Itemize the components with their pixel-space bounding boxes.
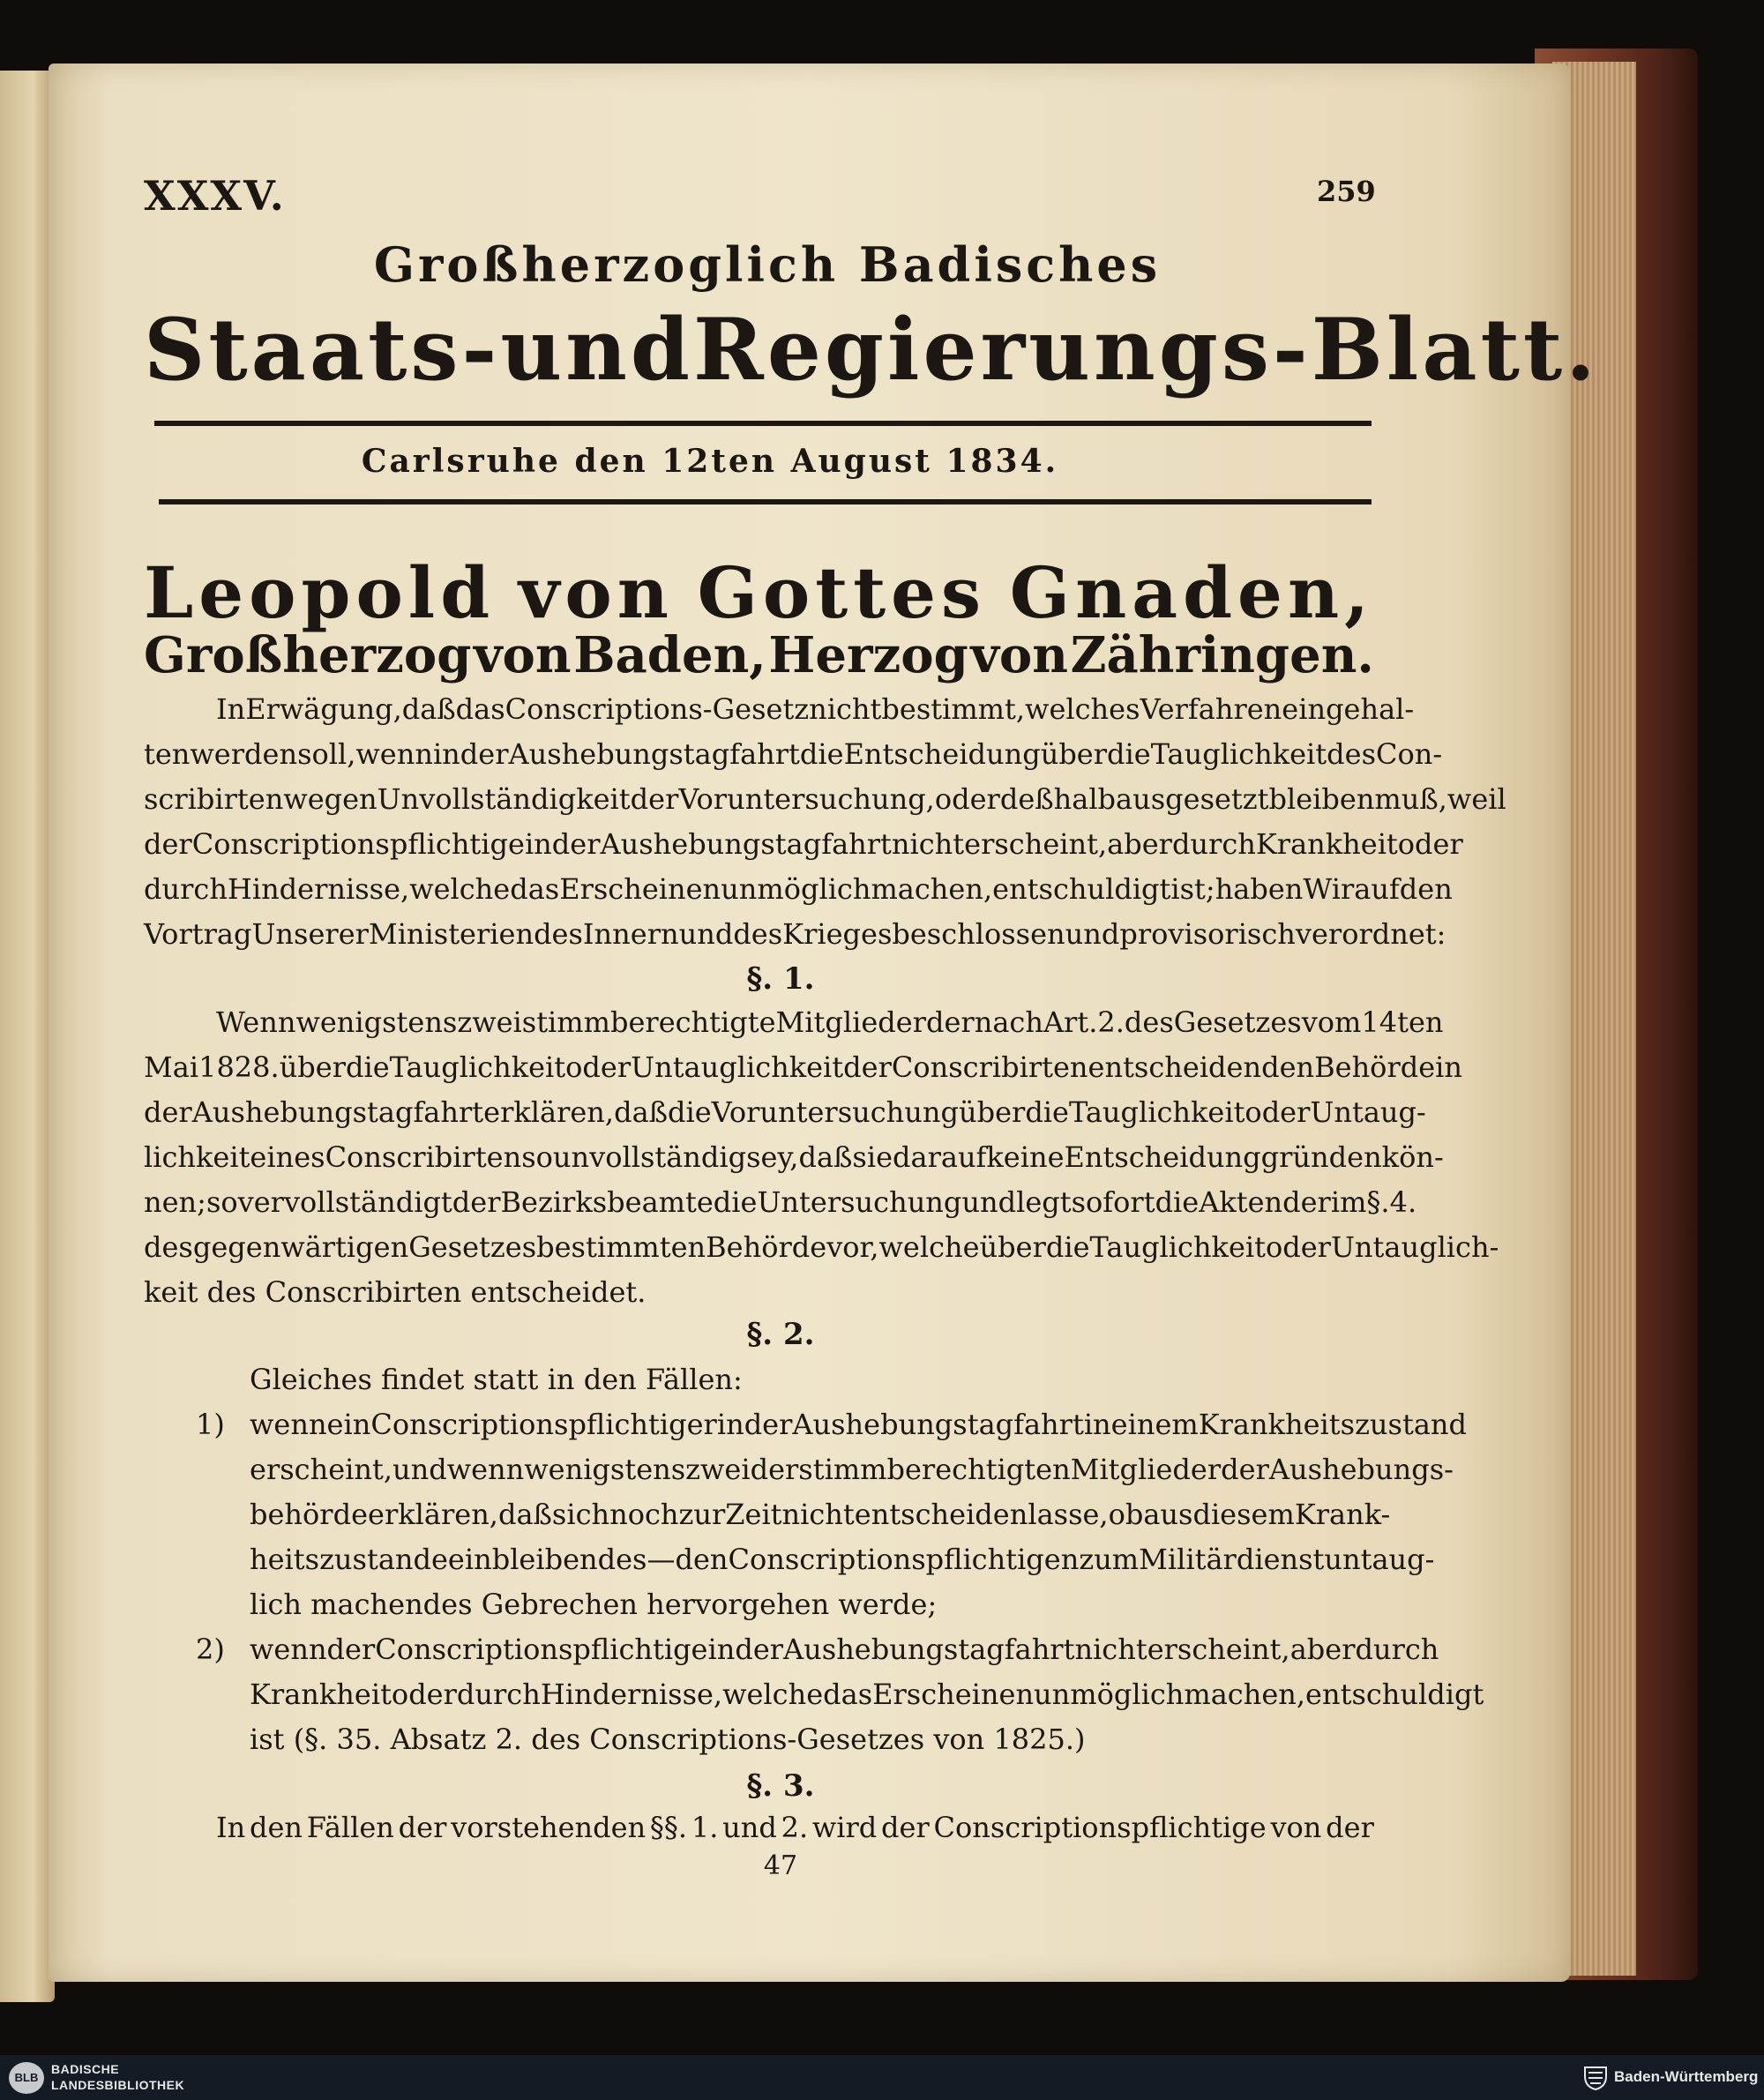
preamble-line: ten werden soll, wenn in der Aushebungstagfahrt die Entscheidung über die Tauglichkeit des Con- xyxy=(144,737,1443,771)
signature-mark: 47 xyxy=(763,1850,798,1881)
masthead-rule-bottom xyxy=(159,499,1372,504)
preamble-line: durch Hindernisse, welche das Erscheinen unmöglich machen, entschuldigt ist; haben Wir auf den xyxy=(144,872,1453,906)
item-1-line: heitszustande ein bleibendes — den Conscriptionspflichtigen zum Militärdienst untaug- xyxy=(250,1543,1435,1576)
issue-number: XXXV. xyxy=(144,172,286,220)
section-2-intro: Gleiches findet statt in den Fällen: xyxy=(250,1363,743,1396)
item-1-last-line: lich machendes Gebrechen hervorgehen werde; xyxy=(250,1588,938,1621)
masthead-rule-top xyxy=(154,421,1372,426)
blb-logo[interactable]: BLB xyxy=(9,2062,44,2094)
item-2-last-line: ist (§. 35. Absatz 2. des Conscriptions-Gesetzes von 1825.) xyxy=(250,1723,1086,1756)
item-1-line: erscheint, und wenn wenigstens zwei der stimmberechtigten Mitglieder der Aushebungs- xyxy=(250,1453,1454,1486)
footer-bar xyxy=(0,2055,1764,2100)
masthead-line1: Großherzoglich Badisches xyxy=(373,236,1162,293)
item-1-line: wenn ein Conscriptionspflichtiger in der Aushebungstagfahrt in einem Krankheitszustand xyxy=(250,1408,1467,1441)
library-name-line1: BADISCHE xyxy=(51,2062,120,2076)
left-page-edge xyxy=(0,71,55,2002)
decree-heading-line1: Leopold von Gottes Gnaden, xyxy=(144,551,1374,634)
section-1-title: §. 1. xyxy=(746,961,815,997)
section-1-line: der Aushebungstagfahrt erklären, daß die Voruntersuchung über die Tauglichkeit oder Untaug- xyxy=(144,1095,1426,1129)
preamble-line: Vortrag Unserer Ministerien des Innern und des Krieges beschlossen und provisorisch verordnet: xyxy=(144,917,1446,951)
item-2-line: Krankheit oder durch Hindernisse, welche das Erscheinen unmöglich machen, entschuldigt xyxy=(250,1678,1484,1711)
library-name-line2: LANDESBIBLIOTHEK xyxy=(51,2078,185,2092)
section-1-line: Mai 1828. über die Tauglichkeit oder Untauglichkeit der Conscribirten entscheidenden Behörde in xyxy=(144,1050,1462,1084)
section-2-title: §. 2. xyxy=(746,1317,815,1352)
section-3-title: §. 3. xyxy=(746,1768,815,1804)
section-3-line: In den Fällen der vorstehenden §§. 1. und 2. wird der Conscriptionspflichtige von der xyxy=(216,1811,1374,1844)
masthead-line2: Staats - und Regierungs - Blatt. xyxy=(144,300,1599,400)
dateline: Carlsruhe den 12ten August 1834. xyxy=(361,443,1059,480)
library-name[interactable] xyxy=(51,2061,184,2093)
item-2-line: wenn der Conscriptionspflichtige in der Aushebungstagfahrt nicht erscheint, aber durch xyxy=(250,1633,1439,1666)
item-1-marker: 1) xyxy=(196,1408,225,1441)
coat-of-arms-icon xyxy=(1583,2064,1608,2090)
section-1-line: lichkeit eines Conscribirten so unvollständig sey, daß sie darauf keine Entscheidung gründen kön- xyxy=(144,1140,1444,1174)
item-1-line: behörde erklären, daß sich noch zur Zeit nicht entscheiden lasse, ob aus diesem Krank- xyxy=(250,1498,1391,1531)
preamble-line: scribirten wegen Unvollständigkeit der Voruntersuchung, oder deßhalb ausgesetzt bleiben muß, weil xyxy=(144,782,1506,816)
section-1-last-line: keit des Conscribirten entscheidet. xyxy=(144,1275,647,1309)
section-1-line: nen; so vervollständigt der Bezirksbeamte die Untersuchung und legt sofort die Akten der im §. 4. xyxy=(144,1185,1417,1219)
preamble-line: In Erwägung, daß das Conscriptions-Gesetz nicht bestimmt, welches Verfahren eingehal- xyxy=(216,692,1415,726)
preamble-line: der Conscriptionspflichtige in der Aushebungstagfahrt nicht erscheint, aber durch Krankheit oder xyxy=(144,827,1463,861)
state-name[interactable]: Baden-Württemberg xyxy=(1614,2068,1759,2085)
decree-heading-line2: Großherzog von Baden, Herzog von Zähringen. xyxy=(144,626,1374,684)
page-number: 259 xyxy=(1317,175,1376,208)
section-1-line: des gegenwärtigen Gesetzes bestimmten Behörde vor, welche über die Tauglichkeit oder Untauglich- xyxy=(144,1230,1499,1264)
section-1-line: Wenn wenigstens zwei stimmberechtigte Mitglieder der nach Art. 2. des Gesetzes vom 14ten xyxy=(216,1005,1444,1039)
item-2-marker: 2) xyxy=(196,1633,225,1666)
